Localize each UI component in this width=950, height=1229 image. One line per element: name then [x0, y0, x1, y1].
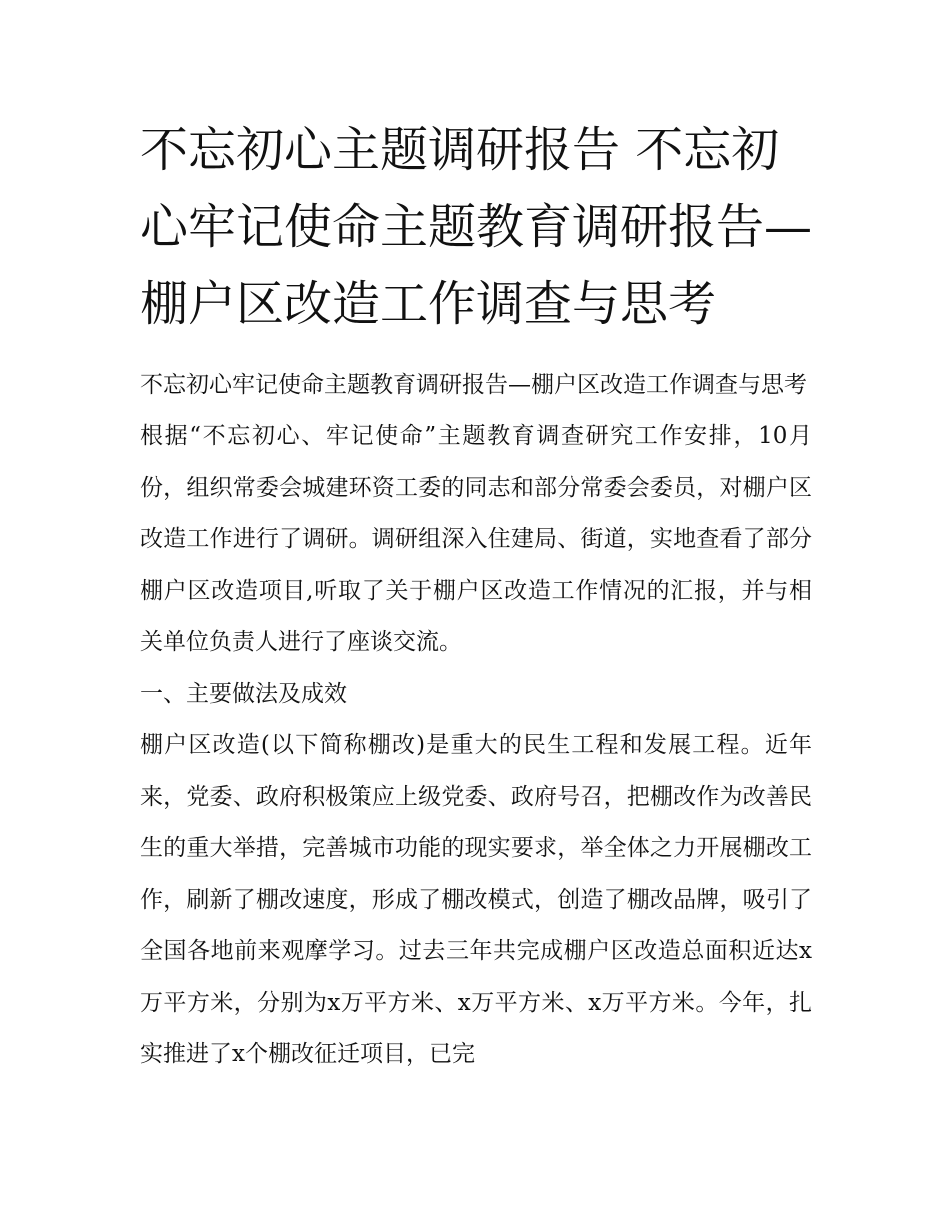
document-title: 不忘初心主题调研报告 不忘初心牢记使命主题教育调研报告—棚户区改造工作调查与思考 [140, 122, 813, 332]
section-heading: 一、主要做法及成效 [140, 680, 347, 707]
document-page [140, 112, 812, 1081]
section-paragraph: 棚户区改造(以下简称棚改)是重大的民生工程和发展工程。近年来，党委、政府积极策应上级党委、政府号召，把棚改作为改善民生的重大举措，完善城市功能的现实要求，举全体之力开展棚改工作，刷新了棚改速度，形成了棚改模式，创造了棚改品牌，吸引了全国各地前来观摩学习。过去三年共完成棚户区改造总面积近达x万平方米，分别为x万平方米、x万平方米、x万平方米。今年，扎实推进了x个棚改征迁项目，已完 [140, 732, 812, 1067]
document-subtitle: 不忘初心牢记使命主题教育调研报告—棚户区改造工作调查与思考 [140, 372, 807, 398]
intro-paragraph: 根据“不忘初心、牢记使命”主题教育调查研究工作安排，10月份，组织常委会城建环资工委的同志和部分常委会委员，对棚户区改造工作进行了调研。调研组深入住建局、街道，实地查看了部分棚户区改造项目,听取了关于棚户区改造工作情况的汇报，并与相关单位负责人进行了座谈交流。 [140, 423, 812, 655]
